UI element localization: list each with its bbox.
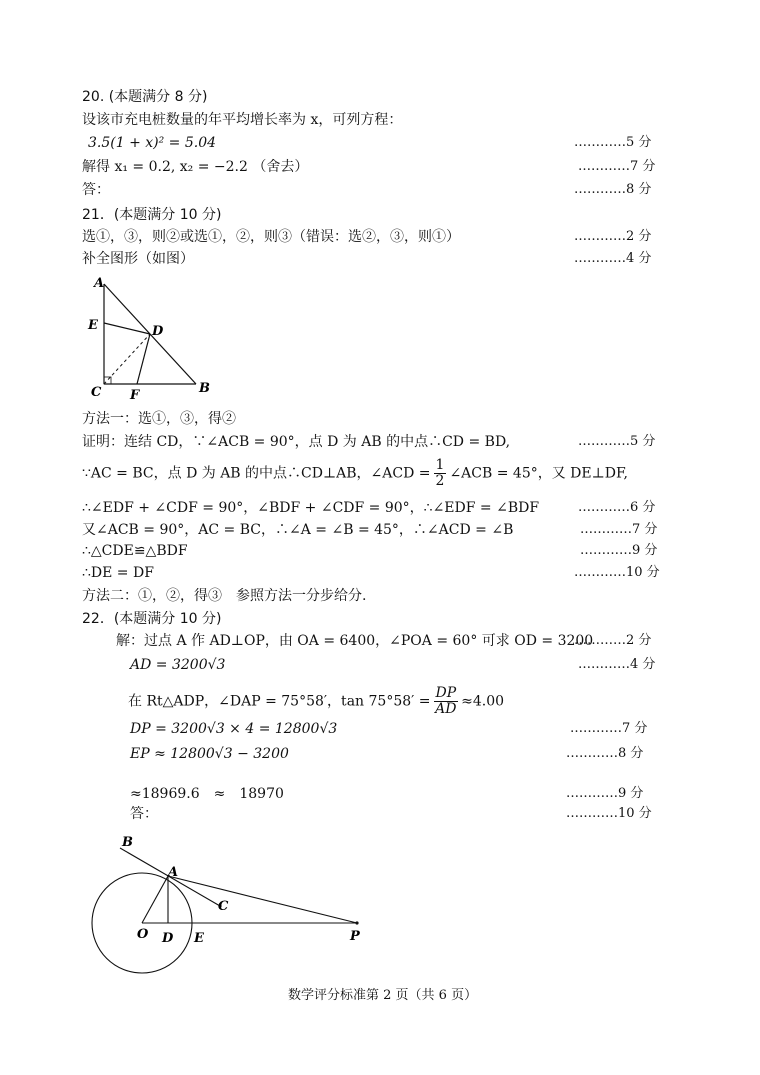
- q22-answer: 答：: [130, 806, 158, 822]
- label-e: E: [88, 318, 98, 333]
- label-e: E: [194, 931, 204, 946]
- q22-score-2: …………2 分: [574, 633, 652, 648]
- page-footer: 数学评分标准第 2 页（共 6 页）: [288, 988, 478, 1003]
- label-c: C: [91, 385, 102, 400]
- q20-score-8: …………8 分: [574, 182, 652, 197]
- q22-score-10: …………10 分: [566, 806, 652, 821]
- q21-proof5: ∴△CDE≌△BDF: [82, 543, 188, 559]
- q21-score-10: …………10 分: [574, 565, 660, 580]
- segment-de: [104, 323, 150, 334]
- q20-score-5: …………5 分: [574, 135, 652, 150]
- point-p: [355, 921, 358, 924]
- q21-proof2-part-b: ∠ACB = 45°，又 DE⊥DF,: [449, 465, 628, 482]
- q22-line1: 解：过点 A 作 AD⊥OP，由 OA = 6400，∠POA = 60° 可求 OD = 3200: [116, 633, 594, 649]
- q21-score-6: …………6 分: [578, 500, 656, 515]
- fraction-denominator: 2: [435, 473, 445, 489]
- q21-triangle-figure: [82, 272, 222, 402]
- q20-title: 20. (本题满分 8 分): [82, 89, 208, 105]
- label-f: F: [130, 388, 140, 402]
- q22-fraction-dp-ad: [434, 686, 459, 717]
- q22-line3-part-a: 在 Rt△ADP，∠DAP = 75°58′，tan 75°58′ =: [128, 693, 431, 710]
- q21-proof4: 又∠ACB = 90°，AC = BC，∴∠A = ∠B = 45°，∴∠ACD = ∠B: [82, 522, 514, 538]
- q22-score-4: …………4 分: [578, 657, 656, 672]
- q21-method2: 方法二：①，②，得③ 参照方法一分步给分.: [82, 588, 367, 604]
- q21-score-9: …………9 分: [580, 543, 658, 558]
- label-c: C: [218, 899, 229, 914]
- fraction-denominator: AD: [435, 701, 457, 717]
- label-d: D: [152, 324, 164, 339]
- q22-score-9: …………9 分: [566, 786, 644, 801]
- label-a: A: [94, 276, 105, 291]
- q22-line4: DP = 3200√3 × 4 = 12800√3: [130, 721, 338, 737]
- q21-line2: 补全图形（如图）: [82, 251, 194, 267]
- q21-proof6: ∴DE = DF: [82, 565, 154, 581]
- q22-line3: [128, 686, 504, 717]
- q21-score-4: …………4 分: [574, 251, 652, 266]
- label-d: D: [162, 931, 174, 946]
- q22-line6: ≈18969.6 ≈ 18970: [130, 786, 284, 802]
- label-p: P: [350, 929, 360, 944]
- label-b: B: [122, 835, 133, 850]
- q20-answer: 答：: [82, 182, 110, 198]
- q20-solve: 解得 x₁ = 0.2, x₂ = −2.2 （舍去）: [82, 159, 309, 175]
- q21-fraction-half: [434, 458, 447, 489]
- q21-score-2: …………2 分: [574, 229, 652, 244]
- q21-score-7: …………7 分: [580, 522, 658, 537]
- q22-circle-figure: [82, 828, 382, 978]
- q21-title: 21．(本题满分 10 分): [82, 207, 222, 223]
- q20-equation: 3.5(1 + x)² = 5.04: [88, 135, 217, 151]
- line-a-p: [168, 876, 357, 923]
- q21-proof3: ∴∠EDF + ∠CDF = 90°，∠BDF + ∠CDF = 90°，∴∠EDF = ∠BDF: [82, 500, 540, 516]
- segment-df: [137, 334, 150, 384]
- q21-score-5: …………5 分: [578, 434, 656, 449]
- label-b: B: [199, 381, 210, 396]
- fraction-numerator: 1: [435, 457, 445, 473]
- q20-score-7: …………7 分: [578, 159, 656, 174]
- fraction-numerator: DP: [435, 685, 457, 701]
- q21-proof1: 证明：连结 CD，∵∠ACB = 90°，点 D 为 AB 的中点∴CD = BD,: [82, 434, 511, 450]
- q22-score-8: …………8 分: [566, 746, 644, 761]
- q22-title: 22．(本题满分 10 分): [82, 611, 222, 627]
- q22-line3-part-b: ≈4.00: [461, 693, 505, 710]
- q22-line5: EP ≈ 12800√3 − 3200: [130, 746, 289, 762]
- q21-proof2: [82, 458, 628, 489]
- q22-line2: AD = 3200√3: [130, 657, 226, 673]
- label-a: A: [168, 865, 179, 880]
- label-o: O: [137, 927, 149, 942]
- q21-line1: 选①，③，则②或选①，②，则③（错误：选②，③，则①）: [82, 229, 460, 245]
- q21-proof2-part-a: ∵AC = BC，点 D 为 AB 的中点∴CD⊥AB，∠ACD =: [82, 465, 431, 482]
- q21-method1: 方法一：选①，③，得②: [82, 411, 236, 427]
- line-o-a: [142, 876, 168, 923]
- q20-intro: 设该市充电桩数量的年平均增长率为 x，可列方程：: [82, 112, 403, 128]
- q22-score-7: …………7 分: [570, 721, 648, 736]
